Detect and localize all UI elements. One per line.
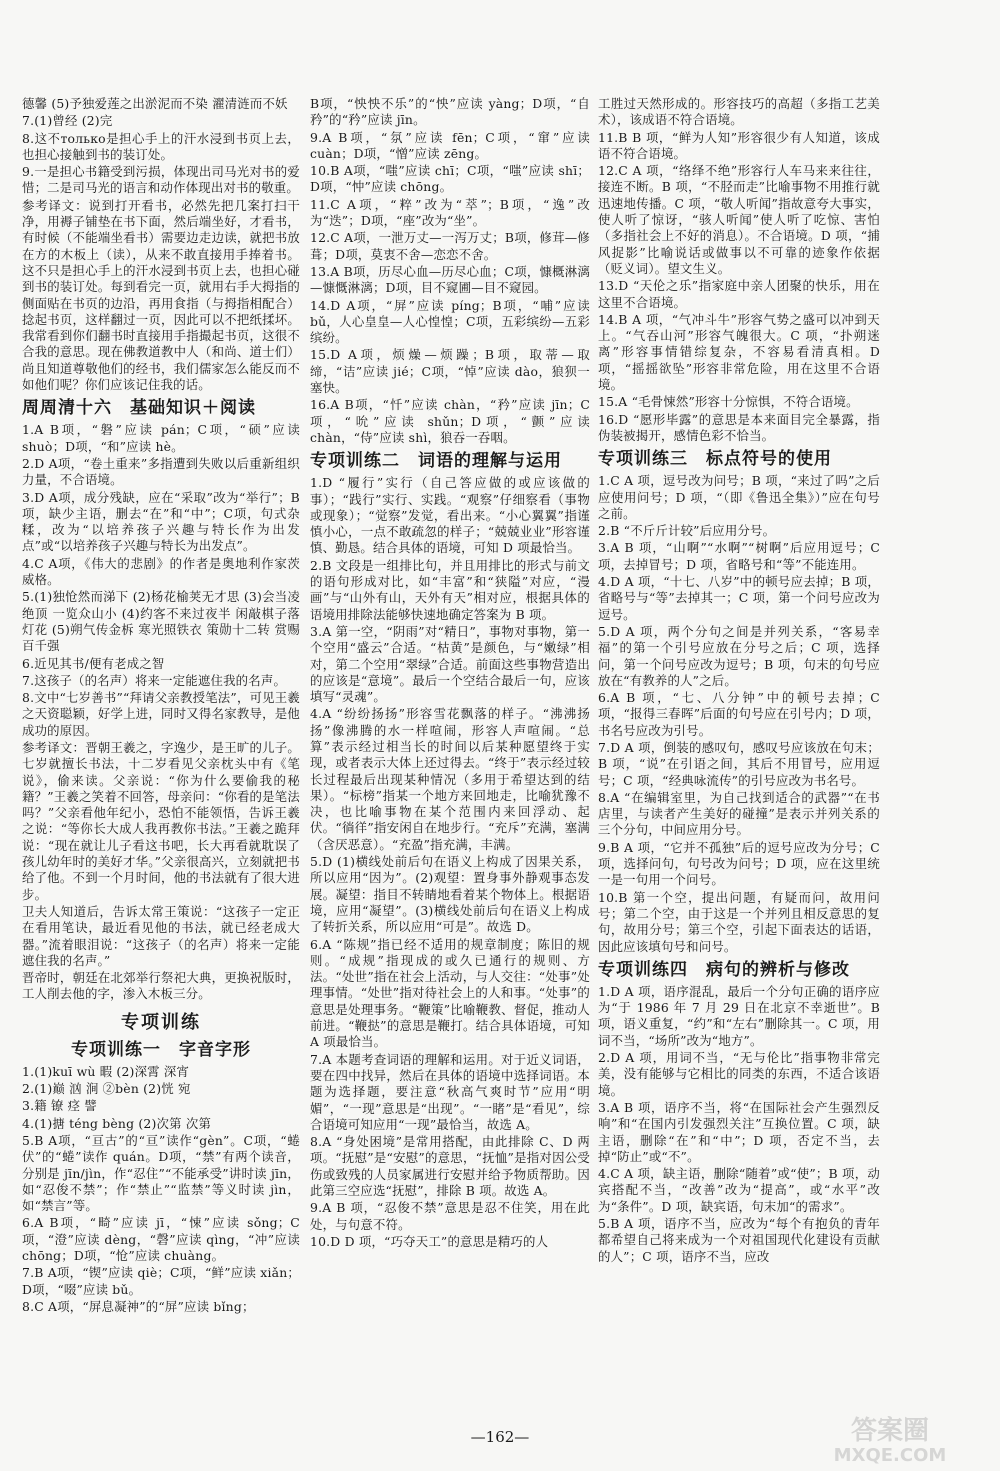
answer-paragraph: 13.A B项，历尽心血—历尽心血；C项，慷概淋漓—慷慨淋漓；D项，目不窥圃—目不窥园。 <box>310 263 590 296</box>
answer-paragraph: 11.C A项，“粹”改为“萃”；B项，“逸”改为“迭”；D项，“座”改为“坐”。 <box>310 196 590 229</box>
answer-paragraph: 2.D A 项，用词不当，“无与伦比”指事物非常完美，没有能够与它相比的同类的东西，不适合该语境。 <box>598 1050 880 1098</box>
answer-paragraph: 8.这不только是担心手上的汗水浸到书页上去，也担心接触到书的装订处。 <box>22 130 300 162</box>
answer-paragraph: 工胜过天然形成的。形容技巧的高超（多指工艺美术），该成语不符合语境。 <box>598 96 880 128</box>
answer-paragraph: 7.A 本题考查词语的理解和运用。对于近义词语，要在四中找异，然后在具体的语境中选择词语。本题为选择题，要注意“秋高气爽时节”应用“明媚”，“一现”意思是“出现”。“一睹”是“看见”，综合语境可知应用“一现”最恰当，故选 A。 <box>310 1051 590 1132</box>
answer-paragraph: 8.文中“七岁善书”“拜请父亲教授笔法”，可见王羲之天资聪颖，好学上进，同时又得名家教导，是他成功的原因。 <box>22 690 300 738</box>
answer-paragraph: 14.D A项，“屏”应读 píng；B项，“哺”应读 bǔ，人心皇皇—人心惶惶；C项，五彩缤纷—五彩缤纷。 <box>310 297 590 346</box>
answer-paragraph: 2.B 文段是一组排比句，并且用排比的形式与前文的语句形成对比，如“丰富”和“狭隘”对应，“漫画”与“山外有山，天外有天”相对应，根据具体的语境用排除法能够快速地确定答案为 B 项。 <box>310 557 590 622</box>
page-number: —162— <box>470 1428 530 1446</box>
answer-paragraph: 7.D A 项，倒装的感叹句，感叹号应该放在句末；B 项，“说”在引语之间，其后不用冒号，应用逗号；C 项，“经典咏流传”的引号应改为书名号。 <box>598 739 880 788</box>
answer-paragraph: 15.A “毛骨悚然”形容十分惊惧，不符合语境。 <box>598 394 859 410</box>
answer-paragraph: 晋帝时，朝廷在北郊举行祭祀大典，更换祝版时，工人削去他的字，渗入木板三分。 <box>22 970 300 1002</box>
answer-paragraph: 4.D A 项，“十七、八岁”中的顿号应去掉；B 项，省略号与“等”去掉其一；C 项，第一个问号应改为逗号。 <box>598 574 880 622</box>
answer-paragraph: 14.B A 项，“气冲斗牛”形容气势之盛可以冲到天上。“气吞山河”形容气魄很大。C 项，“扑朔迷离”形容事情错综复杂，不容易看清真相。D 项，“摇摇欲坠”形容非常危险，用在这里不合语境。 <box>598 311 880 393</box>
answer-paragraph: 5.D (1)横线处前后句在语义上构成了因果关系，所以应用“因为”。(2)观望：置身事外静观事态发展。凝望：指目不转睛地看着某个物体上。根据语境，应用“凝望”。(3)横线处前后句在语义上构成了转折关系，所以应用“可是”。故选 D。 <box>310 854 590 935</box>
answer-paragraph: 1.A B项，“磐”应读 pán；C项，“硕”应读 shuò；D项，“和”应读 hè。 <box>22 422 300 454</box>
answer-paragraph: 参考译文：晋朝王羲之，字逸少，是王旷的儿子。七岁就擅长书法，十二岁看见父亲枕头中有《笔说》，偷来读。父亲说：“你为什么要偷我的秘籍？”王羲之笑着不回答，母亲问：“你看的是笔法吗？”父亲看他年纪小，恐怕不能领悟，告诉王羲之说：“等你长大成人我再教你书法。”王羲之跪拜说：“现在就让儿子看这书吧，长大再看就耽误了孩儿幼年时的美好才华。”父亲很高兴，立刻就把书给了他。不到一个月时间，他的书法就有了很大进步。 <box>22 739 300 902</box>
answer-paragraph: 3.籍 镣 痉 譬 <box>22 1098 98 1114</box>
answer-paragraph: 6.A B 项，“七、八分钟”中的顿号去掉；C 项，“报得三春晖”后面的句号应在引号内；D 项，书名号应改为引号。 <box>598 690 880 738</box>
answer-paragraph: 8.A “在编辑室里，为自己找到适合的武器”“在书店里，与读者产生美好的碰撞”是表示并列关系的三个分句，中间应用分号。 <box>598 789 880 838</box>
answer-paragraph: 9.A B项，“氛”应读 fēn；C项，“窜”应读 cuàn；D项，“憎”应读 zēng。 <box>310 129 590 161</box>
section-heading: 专项训练四 病句的辨析与修改 <box>598 959 850 980</box>
answer-paragraph: 1.C A 项，逗号改为问号；B 项，“来过了吗”之后应使用问号；D 项，“（即《鲁迅全集》）”应在句号之前。 <box>598 473 880 521</box>
answer-paragraph: 16.D “愿形毕露”的意思是本来面目完全暴露，指伪装被揭开，感情色彩不恰当。 <box>598 411 880 443</box>
answer-paragraph: 12.C A项，一泄万丈—一泻万丈；B项，修茸—修葺；D项，莫衷不舍—恋恋不舍。 <box>310 230 590 262</box>
section-heading: 专项训练一 字音字形 <box>71 1039 251 1060</box>
answer-paragraph: 5.D A 项，两个分句之间是并列关系，“客易幸福”的第一个引号应放在分号之后；C 项，选择问，第一个问号应改为逗号；B 项，句末的句号应放在“有教养的人”之后。 <box>598 623 880 688</box>
answer-paragraph: 4.(1)搪 téng bèng (2)次第 次第 <box>22 1115 212 1131</box>
section-heading: 专项训练 <box>121 1011 201 1033</box>
watermark-logo <box>790 1409 990 1465</box>
watermark-graphic <box>790 1409 990 1465</box>
answer-paragraph: 11.B B 项，“鲜为人知”形容很少有人知道，该成语不符合语境。 <box>598 129 880 161</box>
answer-paragraph: 6.A B项，“畸”应读 jī，“悚”应读 sǒng；C项，“澄”应读 dèng，“磬”应读 qìng，“冲”应读 chōng；D项，“怆”应读 chuàng。 <box>22 1215 300 1263</box>
answer-paragraph: 9.B A 项，“它并不孤独”后的逗号应改为分号；C 项，选择问句，句号改为问号；D 项，应在这里统一是一句用一个问号。 <box>598 839 880 888</box>
column-middle <box>310 96 590 1251</box>
answer-paragraph: 2.D A项，“卷土重来”多指遭到失败以后重新组织力量，不合语境。 <box>22 455 300 488</box>
answer-paragraph: 6.近见其书/便有老成之智 <box>22 655 165 671</box>
section-heading: 专项训练三 标点符号的使用 <box>598 449 832 470</box>
answer-paragraph: 9.一是担心书籍受到污损，体现出司马光对书的爱惜；二是司马光的语言和动作体现出对书的敬重。 <box>22 164 300 196</box>
answer-paragraph: 4.C A项，《伟大的悲剧》的作者是奥地利作家茨威格。 <box>22 555 300 588</box>
answer-paragraph: 1.D A 项，语序混乱，最后一个分句正确的语序应为“于 1986 年 7 月 29 日在北京不幸逝世”。B 项，语义重复，“约”和“左右”删除其一。C 项，用词不当，“场所”改为“地方”。 <box>598 983 880 1048</box>
answer-paragraph: 2.(1)巅 汹 涧 ②bèn (2)恍 宛 <box>22 1081 191 1097</box>
answer-paragraph: 3.A 第一空，“阴雨”对“精日”，事物对事物，第一个空用“盛云”合适。“枯黄”是颜色，与“嫩绿”相对，第二个空用“翠绿”合适。前面这些事物营造出的应该是“意境”。最后一个空结合最后一句，应该填写“灵魂”。 <box>310 623 590 705</box>
answer-paragraph: 4.A “纷纷扬扬”形容雪花飘落的样子。“沸沸扬扬”像沸腾的水一样喧闹，形容人声喧闹。“总算”表示经过相当长的时间以后某种愿望终于实现，或者表示大体上还过得去。“终于”表示经过较长过程最后出现某种情况（多用于希望达到的结果）。“标榜”指某一个地方来回地走，比喻犹豫不决，也比喻事物在某个范围内来回浮动、起伏。“徜徉”指安闲自在地步行。“充斥”充满，塞满（含厌恶意）。“充盈”指充满，丰满。 <box>310 706 590 852</box>
section-heading: 周周清十六 基础知识＋阅读 <box>22 398 256 419</box>
answer-paragraph: 5.B A项，“亘古”的“亘”读作“gèn”。C项，“蜷伏”的“蜷”读作 quán。D项，“禁”有两个读音，分别是 jīn/jìn，作“忍住”“不能承受”讲时读 jīn，如“忍俊不禁”；作“禁止”“监禁”等义时读 jìn，如“禁言”等。 <box>22 1132 300 1214</box>
answer-paragraph: 10.D D 项，“巧夺天工”的意思是精巧的人 <box>310 1233 549 1249</box>
answer-paragraph: B项，“怏怏不乐”的“怏”应读 yàng；D项，“自矜”的“矜”应读 jīn。 <box>310 96 590 128</box>
answer-paragraph: 5.(1)独怆然而涕下 (2)杨花榆荚无才思 (3)会当凌绝顶 一览众山小 (4)约客不来过夜半 闲敲棋子落灯花 (5)朔气传金柝 寒光照铁衣 策勋十二转 赏赐百千强 <box>22 589 300 654</box>
answer-paragraph: 12.C A 项，“络绎不绝”形容行人车马来来往往，接连不断。B 项，“不胫而走”比喻事物不用推行就迅速地传播。C 项，“敬人听闻”指故意夸大事实，使人听了惊讶，“骇人听闻”使人听了吃惊、害怕（多指社会上不好的消息）。不合语境。D 项，“捕风捉影”比喻说话或做事以不可靠的迹象作依据（贬义词）。望文生义。 <box>598 163 880 276</box>
answer-paragraph: 2.B “不斤斤计较”后应用分号。 <box>598 523 776 539</box>
answer-paragraph: 3.A B 项，语序不当，将“在国际社会产生强烈反响”和“在国内引发强烈关注”互换位置。C 项，缺主语，删除“在”和“中”；D 项，否定不当，去掉“防止”或“不”。 <box>598 1099 880 1164</box>
answer-paragraph: 1.D “履行”实行（自己答应做的或应该做的事）；“践行”实行、实践。“观察”仔细察看（事物或现象）；“觉察”发觉，看出来。“小心翼翼”指谨慎小心，一点不敢疏忽的样子；“兢兢业业”形容谨慎、勤恳。结合具体的语境，可知 D 项最恰当。 <box>310 475 590 556</box>
answer-paragraph: 16.A B项，“忏”应读 chàn，“矜”应读 jīn；C项，“吮”应读 shǔn；D项，“颤”应读 chàn，“侍”应读 shì，狼吞一吞咽。 <box>310 397 590 445</box>
answer-paragraph: 卫夫人知道后，告诉太常王策说：“这孩子一定正在看用笔诀，最近看见他的书法，就已经老成大器。”流着眼泪说：“这孩子（的名声）将来一定能遮住我的名声。” <box>22 903 300 968</box>
answer-paragraph: 德馨 (5)予独爱莲之出淤泥而不染 濯清涟而不妖 <box>22 96 288 111</box>
column-left <box>22 96 300 1316</box>
answer-paragraph: 8.A “身处困境”是常用搭配，由此排除 C、D 两项。“抚慰”是“安慰”的意思，“抚恤”是指对因公受伤或致残的人员家属进行安慰并给予物质帮助。因此第三空应选“抚慰”，排除 B 项。故选 A。 <box>310 1134 590 1198</box>
answer-paragraph: 10.B A项，“嗤”应读 chī；C项，“嗤”应读 shī；D项，“忡”应读 chōng。 <box>310 163 590 195</box>
answer-paragraph: 15.D A项，烦燥—烦躁；B项，取蒂—取缔，“诘”应读 jié；C项，“悼”应读 dào，狼狈一塞快。 <box>310 347 590 396</box>
answer-paragraph: 1.(1)kuī wù 暇 (2)深霄 深宵 <box>22 1063 190 1079</box>
answer-paragraph: 6.A “陈规”指已经不适用的规章制度；陈旧的规则。“成规”指现成的或久已通行的规则、方法。“处世”指在社会上活动，与人交往：“处事”处理事情。“处世”指对待社会上的人和事。“处事”的意思是处理事务。“鞭策”比喻鞭教、督促，推动人前进。“鞭挞”的意思是鞭打。结合具体语境，可知 A 项最恰当。 <box>310 936 590 1050</box>
answer-paragraph: 参考译文：说到打开看书，必然先把几案打扫干净，用褥子铺垫在书下面，然后端坐好，才看书，有时候（不能端坐看书）需要边走边读，就把书放在方的木板上（读），从来不敢直接用手捧着书。这不只是担心手上的汗水浸到书页上去，也担心碰到书的装订处。每到看完一页，就用右手大拇指的侧面贴在书页的边沿，再用食指（与拇指相配合）捻起书页，这样翻过一页，因此可以不把纸揉坏。我常看到你们翻书时直接用手指撮起书页，这很不合我的意思。现在佛教道教中人（和尚、道士们）尚且知道尊敬他们的经书，我们儒家怎么能反而不如他们呢？你们应该记住我的话。 <box>22 197 300 393</box>
column-right <box>598 96 880 1266</box>
answer-paragraph: 3.D A项，成分残缺，应在“采取”改为“举行”；B项，缺少主语，删去“在”和“中”；C项，句式杂糅，改为“以培养孩子兴趣与特长作为出发点”或“以培养孩子兴趣与特长为出发点”。 <box>22 489 300 554</box>
section-heading: 专项训练二 词语的理解与运用 <box>310 451 562 472</box>
answer-paragraph: 5.B A 项，语序不当，应改为“每个有抱负的青年都希望自己将来成为一个对祖国现代化建设有贡献的人”；C 项，语序不当，应改 <box>598 1216 880 1264</box>
answer-paragraph: 7.(1)曾经 (2)完 <box>22 113 113 129</box>
answer-paragraph: 8.C A项，“屏息凝神”的“屏”应读 bǐng； <box>22 1298 255 1314</box>
answer-paragraph: 4.C A 项，缺主语，删除“随着”或“使”；B 项，动宾搭配不当，“改善”改为“提高”，或“水平”改为“条件”。D 项，缺宾语，句末加“的需求”。 <box>598 1166 880 1214</box>
answer-paragraph: 10.B 第一个空，提出问题，有疑而问，故用问号；第二个空，由于这是一个并列且相反意思的复句，故用分号；第三个空，引起下面表达的话语，因此应该填句号和问号。 <box>598 889 880 954</box>
answer-paragraph: 3.A B 项，“山啊”“水啊”“树啊”后应用逗号；C 项，去掉冒号；D 项，省略号和“等”不能连用。 <box>598 540 880 572</box>
watermark-url: MXQE.COM <box>833 1445 947 1465</box>
watermark-text: 答案圈 <box>850 1416 930 1446</box>
answer-paragraph: 7.B A项，“锲”应读 qiè；C项，“鲜”应读 xiǎn；D项，“啜”应读 bǔ。 <box>22 1265 300 1297</box>
answer-paragraph: 13.D “天伦之乐”指家庭中亲人团聚的快乐，用在这里不合语境。 <box>598 278 880 310</box>
answer-paragraph: 7.这孩子（的名声）将来一定能遮住我的名声。 <box>22 672 287 688</box>
answer-paragraph: 9.A B 项，“忍俊不禁”意思是忍不住笑，用在此处，与句意不符。 <box>310 1200 590 1232</box>
